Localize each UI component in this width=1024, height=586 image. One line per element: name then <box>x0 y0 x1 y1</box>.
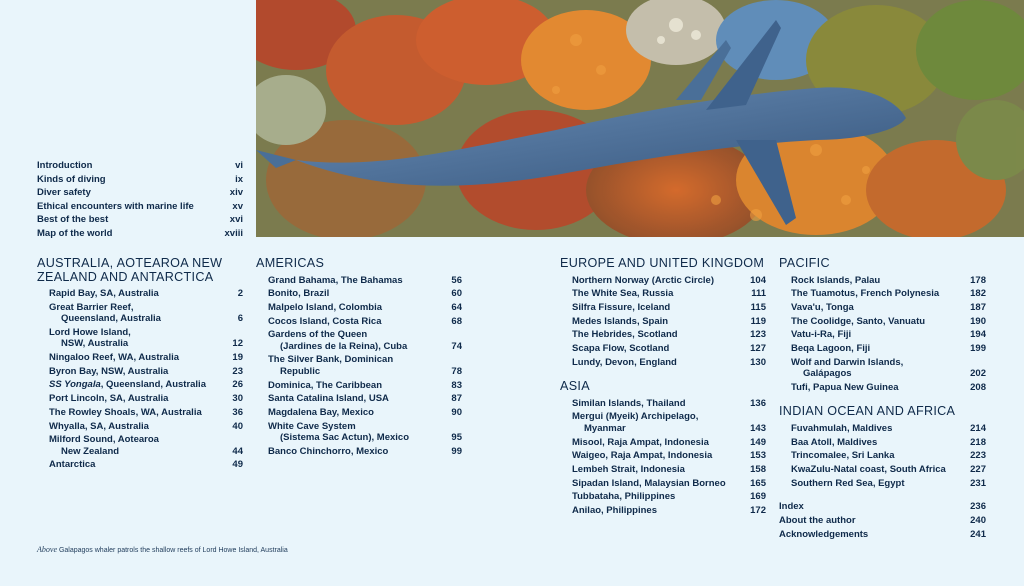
toc-entry-line2: (Jardines de la Reina), Cuba <box>280 340 408 352</box>
front-matter-item[interactable] <box>37 186 243 200</box>
back-matter-item[interactable] <box>779 501 986 513</box>
toc-entry-line1: Rock Islands, Palau <box>791 274 881 286</box>
toc-entry-title <box>560 411 744 434</box>
toc-entry-title <box>560 398 744 410</box>
front-matter-item[interactable] <box>37 159 243 173</box>
toc-entry-title <box>779 382 964 394</box>
toc-entry[interactable] <box>37 459 243 471</box>
back-matter-page: 236 <box>970 501 986 513</box>
front-matter-page: xv <box>232 200 243 212</box>
toc-entry-line1: Rapid Bay, SA, Australia <box>49 288 159 299</box>
toc-entry-title <box>560 357 744 369</box>
front-matter-item[interactable] <box>37 213 243 227</box>
toc-entry-line1: Lundy, Devon, England <box>572 356 677 368</box>
front-matter-item[interactable] <box>37 173 243 187</box>
toc-entry-page: 119 <box>750 315 766 327</box>
back-matter-title: About the author <box>779 514 856 526</box>
toc-entry-line1: Vatu-i-Ra, Fiji <box>791 329 852 341</box>
toc-entry-title <box>560 329 744 341</box>
toc-entry-line1: Banco Chinchorro, Mexico <box>268 445 389 457</box>
toc-entry-title <box>37 288 221 300</box>
toc-entry[interactable] <box>779 343 986 355</box>
toc-entry[interactable] <box>37 421 243 433</box>
toc-entry-line1: Tubbataha, Philippines <box>572 491 676 503</box>
toc-entry-title <box>779 478 964 490</box>
toc-entry-page: 95 <box>451 432 462 444</box>
toc-entry-title <box>560 288 744 300</box>
front-matter-item[interactable] <box>37 200 243 214</box>
toc-entry-page: 227 <box>970 463 986 475</box>
toc-entry-line1: Grand Bahama, The Bahamas <box>268 274 403 286</box>
toc-entry-line1: Trincomalee, Sri Lanka <box>791 450 895 462</box>
section-heading-americas: AMERICAS <box>256 256 325 270</box>
toc-entry-page: 78 <box>451 365 462 377</box>
toc-entry-line1: White Cave System <box>268 420 356 432</box>
toc-entry-title <box>37 327 221 350</box>
toc-entry-title <box>37 407 221 419</box>
toc-entry-page: 143 <box>750 422 766 434</box>
toc-entry-line1: Vava'u, Tonga <box>791 301 854 313</box>
back-matter-item[interactable] <box>779 529 986 541</box>
toc-entry-title <box>560 464 744 476</box>
toc-entry[interactable] <box>560 437 766 449</box>
toc-entry-title <box>256 446 440 458</box>
section-heading-pacific: PACIFIC <box>779 256 830 270</box>
toc-entry-line1: Mergui (Myeik) Archipelago, <box>572 411 699 423</box>
toc-entry[interactable] <box>779 464 986 476</box>
toc-entry-title <box>37 434 221 457</box>
toc-entry[interactable] <box>256 380 462 392</box>
back-matter-title: Index <box>779 501 804 513</box>
toc-entry[interactable] <box>37 434 243 457</box>
toc-column-3 <box>560 257 766 519</box>
toc-entry[interactable] <box>779 302 986 314</box>
toc-entry-line2: Queensland, Australia <box>61 313 161 325</box>
toc-entry[interactable] <box>560 450 766 462</box>
toc-entry[interactable] <box>256 288 462 300</box>
toc-entry-title <box>256 288 440 300</box>
toc-entry-line1: Southern Red Sea, Egypt <box>791 477 905 489</box>
toc-entry[interactable] <box>560 464 766 476</box>
toc-entry-title <box>779 288 964 300</box>
toc-entry-title <box>779 423 964 435</box>
toc-entry-line1: The Hebrides, Scotland <box>572 329 678 341</box>
front-matter-title: Kinds of diving <box>37 173 106 185</box>
toc-entry[interactable] <box>560 398 766 410</box>
toc-entry-line1: The Tuamotus, French Polynesia <box>791 288 940 300</box>
toc-entry-title <box>256 302 440 314</box>
toc-entry-line1: Baa Atoll, Maldives <box>791 436 878 448</box>
toc-entry-line1: Misool, Raja Ampat, Indonesia <box>572 436 709 448</box>
toc-entry-line1: Silfra Fissure, Iceland <box>572 301 671 313</box>
back-matter-item[interactable] <box>779 515 986 527</box>
front-matter-page: xvi <box>229 214 243 226</box>
toc-entry-page: 127 <box>750 342 766 354</box>
toc-entry-page: 178 <box>970 274 986 286</box>
toc-entry-page: 223 <box>970 450 986 462</box>
toc-entry-title <box>779 316 964 328</box>
toc-entry-title <box>779 450 964 462</box>
toc-column-1 <box>37 257 243 473</box>
toc-entry-line1: Cocos Island, Costa Rica <box>268 315 382 327</box>
toc-entry[interactable] <box>560 288 766 300</box>
toc-entry[interactable] <box>37 393 243 405</box>
section-heading-indian: INDIAN OCEAN AND AFRICA <box>779 404 956 419</box>
toc-entry-page: 190 <box>970 315 986 327</box>
toc-entry-title <box>779 329 964 341</box>
front-matter-title: Introduction <box>37 160 93 171</box>
section-heading-asia: ASIA <box>560 379 590 394</box>
toc-entry-line2: (Sistema Sac Actun), Mexico <box>280 432 409 444</box>
toc-entry[interactable] <box>779 478 986 490</box>
toc-entry-page: 6 <box>237 313 243 325</box>
toc-entry[interactable] <box>37 366 243 378</box>
toc-entry-line1: Waigeo, Raja Ampat, Indonesia <box>572 450 713 462</box>
toc-entry-page: 12 <box>232 338 243 350</box>
toc-entry-line1: Santa Catalina Island, USA <box>268 393 389 405</box>
toc-entry[interactable] <box>37 407 243 419</box>
front-matter-title: Best of the best <box>37 214 109 226</box>
toc-entry[interactable] <box>256 302 462 314</box>
toc-entry-title <box>560 302 744 314</box>
toc-entry-line1: The White Sea, Russia <box>572 288 674 300</box>
toc-entry[interactable] <box>779 288 986 300</box>
toc-entry-line1: Anilao, Philippines <box>572 504 657 516</box>
section-heading-australia: AUSTRALIA, AOTEAROA NEW ZEALAND AND ANTARCTICA <box>37 256 223 284</box>
toc-entry-page: 199 <box>970 342 986 354</box>
toc-entry[interactable] <box>779 437 986 449</box>
toc-entry[interactable] <box>779 316 986 328</box>
toc-entry[interactable] <box>256 407 462 419</box>
toc-entry[interactable] <box>779 423 986 435</box>
back-matter-title: Acknowledgements <box>779 528 869 540</box>
toc-entry-line1: Ningaloo Reef, WA, Australia <box>49 352 180 364</box>
toc-entry[interactable] <box>560 275 766 287</box>
toc-entry-page: 218 <box>970 436 986 448</box>
toc-entry-title <box>779 275 964 287</box>
toc-entry-title <box>560 505 744 517</box>
toc-entry-line1: Byron Bay, NSW, Australia <box>49 365 169 377</box>
toc-entry-page: 136 <box>750 397 766 409</box>
front-matter-title: Map of the world <box>37 227 113 239</box>
toc-entry-page: 87 <box>451 393 462 405</box>
toc-entry-line1: Northern Norway (Arctic Circle) <box>572 274 715 286</box>
toc-entry-title <box>37 352 221 364</box>
toc-entry-page: 44 <box>232 445 243 457</box>
toc-entry-title <box>256 329 440 352</box>
toc-entry[interactable] <box>560 343 766 355</box>
toc-entry-title <box>560 450 744 462</box>
toc-entry[interactable] <box>779 329 986 341</box>
toc-entry-line1: SS Yongala, Queensland, Australia <box>49 379 206 391</box>
back-matter-page: 240 <box>970 514 986 526</box>
toc-entry-page: 165 <box>750 477 766 489</box>
toc-entry[interactable] <box>779 450 986 462</box>
toc-entry[interactable] <box>256 316 462 328</box>
toc-entry-title <box>37 459 221 471</box>
toc-entry-line2: Republic <box>280 365 321 377</box>
toc-entry-line1: Gardens of the Queen <box>268 329 368 341</box>
toc-entry-line1: Port Lincoln, SA, Australia <box>49 393 169 405</box>
toc-entry-line1: KwaZulu-Natal coast, South Africa <box>791 463 946 475</box>
toc-entry[interactable] <box>779 275 986 287</box>
toc-entry-title <box>560 478 744 490</box>
toc-entry-page: 104 <box>750 274 766 286</box>
toc-entry-page: 169 <box>750 491 766 503</box>
toc-entry-title <box>560 275 744 287</box>
toc-entry-page: 64 <box>451 301 462 313</box>
front-matter-title: Diver safety <box>37 187 91 199</box>
toc-entry-line1: Medes Islands, Spain <box>572 315 669 327</box>
toc-entry-page: 130 <box>750 356 766 368</box>
toc-entry[interactable] <box>256 329 462 352</box>
toc-entry[interactable] <box>560 505 766 517</box>
toc-entry-page: 194 <box>970 329 986 341</box>
toc-entry-line2: Myanmar <box>584 422 626 434</box>
front-matter-list <box>37 159 243 241</box>
toc-entry-page: 83 <box>451 379 462 391</box>
toc-entry[interactable] <box>779 382 986 394</box>
toc-entry[interactable] <box>560 329 766 341</box>
photo-caption <box>37 545 288 554</box>
toc-entry-line1: Whyalla, SA, Australia <box>49 420 149 432</box>
toc-entry-page: 23 <box>232 365 243 377</box>
toc-entry[interactable] <box>779 357 986 380</box>
toc-entry-title <box>256 354 440 377</box>
toc-entry-line1: Milford Sound, Aotearoa <box>49 434 159 446</box>
toc-entry[interactable] <box>560 316 766 328</box>
toc-entry-page: 49 <box>232 459 243 471</box>
toc-entry-title <box>560 491 744 503</box>
toc-entry[interactable] <box>256 421 462 444</box>
toc-entry-line1: Malpelo Island, Colombia <box>268 301 383 313</box>
back-matter-page: 241 <box>970 528 986 540</box>
toc-entry-page: 68 <box>451 315 462 327</box>
toc-entry[interactable] <box>560 302 766 314</box>
toc-column-4 <box>779 257 986 542</box>
toc-entry[interactable] <box>37 379 243 391</box>
toc-entry-page: 187 <box>970 301 986 313</box>
toc-entry-title <box>560 437 744 449</box>
toc-entry-title <box>256 421 440 444</box>
toc-entry-title <box>37 393 221 405</box>
toc-entry-line2: Galápagos <box>803 368 852 380</box>
toc-entry-line1: Beqa Lagoon, Fiji <box>791 342 871 354</box>
front-matter-title: Ethical encounters with marine life <box>37 200 194 212</box>
toc-entry-page: 60 <box>451 288 462 300</box>
toc-entry[interactable] <box>256 354 462 377</box>
toc-entry-title <box>256 316 440 328</box>
toc-entry-page: 115 <box>750 301 766 313</box>
toc-entry-line1: Antarctica <box>49 459 96 471</box>
toc-entry-page: 208 <box>970 381 986 393</box>
toc-entry-page: 30 <box>232 393 243 405</box>
toc-entry-line1: Great Barrier Reef, <box>49 301 134 313</box>
toc-entry-page: 214 <box>970 422 986 434</box>
toc-entry-title <box>256 275 440 287</box>
toc-entry-line1: Wolf and Darwin Islands, <box>791 356 904 368</box>
toc-entry-page: 2 <box>237 288 243 299</box>
toc-entry-page: 158 <box>750 463 766 475</box>
toc-entry-page: 202 <box>970 368 986 380</box>
toc-entry-page: 153 <box>750 450 766 462</box>
toc-entry-title <box>779 464 964 476</box>
toc-entry-page: 123 <box>750 329 766 341</box>
toc-entry-page: 111 <box>751 288 766 300</box>
toc-entry-line1: Dominica, The Caribbean <box>268 379 383 391</box>
toc-entry-page: 90 <box>451 407 462 418</box>
toc-entry[interactable] <box>560 411 766 434</box>
toc-entry-page: 36 <box>232 406 243 418</box>
toc-entry[interactable] <box>560 357 766 369</box>
front-matter-page: xviii <box>224 227 243 239</box>
toc-entry-title <box>37 421 221 433</box>
toc-entry-line1: Magdalena Bay, Mexico <box>268 407 374 418</box>
toc-entry-page: 172 <box>750 504 766 516</box>
toc-entry-title <box>256 393 440 405</box>
toc-entry-title <box>779 302 964 314</box>
caption-text: Galapagos whaler patrols the shallow reefs of Lord Howe Island, Australia <box>58 547 288 554</box>
toc-entry-line2: New Zealand <box>61 445 120 457</box>
toc-entry-line1: Similan Islands, Thailand <box>572 397 686 409</box>
toc-entry-title <box>779 357 964 380</box>
toc-entry-title <box>560 343 744 355</box>
toc-entry-title <box>779 343 964 355</box>
toc-entry-line2: NSW, Australia <box>61 338 129 350</box>
toc-entry-page: 19 <box>232 352 243 364</box>
toc-entry-line1: The Rowley Shoals, WA, Australia <box>49 406 202 418</box>
toc-entry-title <box>560 316 744 328</box>
toc-entry-page: 40 <box>232 420 243 432</box>
toc-entry-line1: The Silver Bank, Dominican <box>268 354 394 366</box>
toc-entry[interactable] <box>560 491 766 503</box>
toc-entry-title <box>256 380 440 392</box>
cover-photo-shark-reef <box>256 0 1024 237</box>
toc-entry-line1: Bonito, Brazil <box>268 288 330 300</box>
toc-entry-line1: Tufi, Papua New Guinea <box>791 381 899 393</box>
toc-entry-page: 26 <box>232 379 243 391</box>
front-matter-item[interactable] <box>37 227 243 241</box>
toc-entry[interactable] <box>256 446 462 458</box>
toc-entry-line1: The Coolidge, Santo, Vanuatu <box>791 315 926 327</box>
front-matter-page: xiv <box>229 187 243 199</box>
toc-entry[interactable] <box>560 478 766 490</box>
toc-entry[interactable] <box>37 352 243 364</box>
front-matter-page: vi <box>235 160 243 171</box>
toc-entry-page: 56 <box>451 274 462 286</box>
toc-entry-page: 231 <box>970 477 986 489</box>
toc-entry-line1: Scapa Flow, Scotland <box>572 342 670 354</box>
section-heading-europe: EUROPE AND UNITED KINGDOM <box>560 256 765 270</box>
toc-entry[interactable] <box>256 393 462 405</box>
toc-entry-page: 149 <box>750 436 766 448</box>
toc-entry-title <box>779 437 964 449</box>
toc-entry-line1: Lembeh Strait, Indonesia <box>572 463 685 475</box>
toc-entry-title <box>37 379 221 391</box>
front-matter-page: ix <box>235 173 243 185</box>
toc-entry[interactable] <box>37 327 243 350</box>
toc-entry-page: 99 <box>451 445 462 457</box>
toc-entry-title <box>37 366 221 378</box>
toc-entry[interactable] <box>37 288 243 300</box>
toc-entry-title <box>256 407 440 419</box>
toc-entry-line1: Fuvahmulah, Maldives <box>791 422 893 434</box>
toc-entry-line1: Lord Howe Island, <box>49 326 131 338</box>
toc-entry-title <box>37 302 221 325</box>
toc-entry-page: 74 <box>451 340 462 352</box>
toc-entry-line1: Sipadan Island, Malaysian Borneo <box>572 477 726 489</box>
toc-entry[interactable] <box>37 302 243 325</box>
toc-entry-page: 182 <box>970 288 986 300</box>
toc-entry[interactable] <box>256 275 462 287</box>
caption-label: Above <box>37 545 57 554</box>
toc-column-2 <box>256 257 462 460</box>
